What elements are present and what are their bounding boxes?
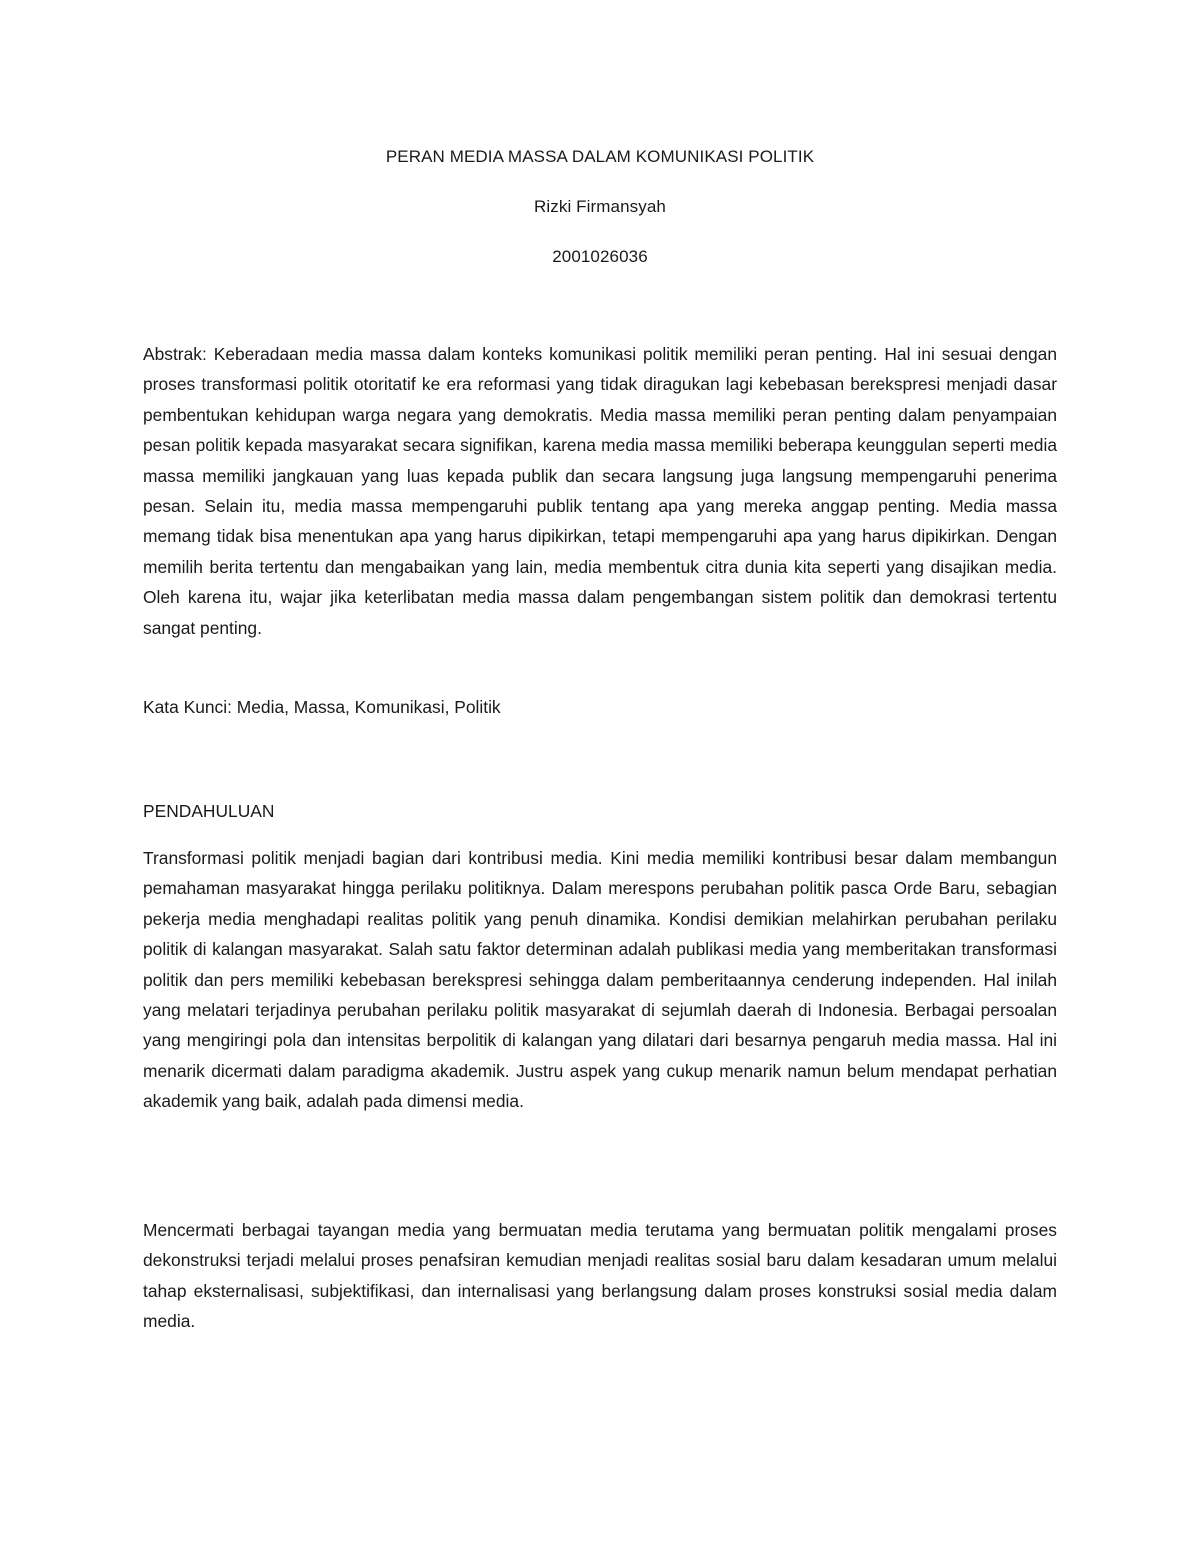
author-name: Rizki Firmansyah [534,197,666,216]
keywords-line: Kata Kunci: Media, Massa, Komunikasi, Politik [143,697,501,717]
abstract-paragraph: Abstrak: Keberadaan media massa dalam konteks komunikasi politik memiliki peran penting. Hal ini sesuai dengan proses transformasi politik otoritatif ke era reformasi yang tidak diragukan lagi kebebasan berekspresi menjadi dasar pembentukan kehidupan warga negara yang demokratis. Media massa memiliki peran penting dalam penyampaian pesan politik kepada masyarakat secara signifikan, karena media massa memiliki beberapa keunggulan seperti media massa memiliki jangkauan yang luas kepada publik dan secara langsung juga langsung mempengaruhi penerima pesan. Selain itu, media massa mempengaruhi publik tentang apa yang mereka anggap penting. Media massa memang tidak bisa menentukan apa yang harus dipikirkan, tetapi mempengaruhi apa yang harus dipikirkan. Dengan memilih berita tertentu dan mengabaikan yang lain, media membentuk citra dunia kita seperti yang disajikan media. Oleh karena itu, wajar jika keterlibatan media massa dalam pengembangan sistem politik dan demokrasi tertentu sangat penting. [143,344,1057,638]
section-heading-introduction: PENDAHULUAN [143,801,275,821]
introduction-paragraph-1: Transformasi politik menjadi bagian dari kontribusi media. Kini media memiliki kontribusi besar dalam membangun pemahaman masyarakat hingga perilaku politiknya. Dalam merespons perubahan politik pasca Orde Baru, sebagian pekerja media menghadapi realitas politik yang penuh dinamika. Kondisi demikian melahirkan perubahan perilaku politik di kalangan masyarakat. Salah satu faktor determinan adalah publikasi media yang memberitakan transformasi politik dan pers memiliki kebebasan berekspresi sehingga dalam pemberitaannya cenderung independen. Hal inilah yang melatari terjadinya perubahan perilaku politik masyarakat di sejumlah daerah di Indonesia. Berbagai persoalan yang mengiringi pola dan intensitas berpolitik di kalangan yang dilatari dari besarnya pengaruh media massa. Hal ini menarik dicermati dalam paradigma akademik. Justru aspek yang cukup menarik namun belum mendapat perhatian akademik yang baik, adalah pada dimensi media. [143,848,1057,1112]
document-title: PERAN MEDIA MASSA DALAM KOMUNIKASI POLITIK [385,147,815,166]
student-id: 2001026036 [552,247,648,266]
introduction-paragraph-2: Mencermati berbagai tayangan media yang bermuatan media terutama yang bermuatan politik mengalami proses dekonstruksi terjadi melalui proses penafsiran kemudian menjadi realitas sosial baru dalam kesadaran umum melalui tahap eksternalisasi, subjektifikasi, dan internalisasi yang berlangsung dalam proses konstruksi sosial media dalam media. [143,1220,1057,1332]
